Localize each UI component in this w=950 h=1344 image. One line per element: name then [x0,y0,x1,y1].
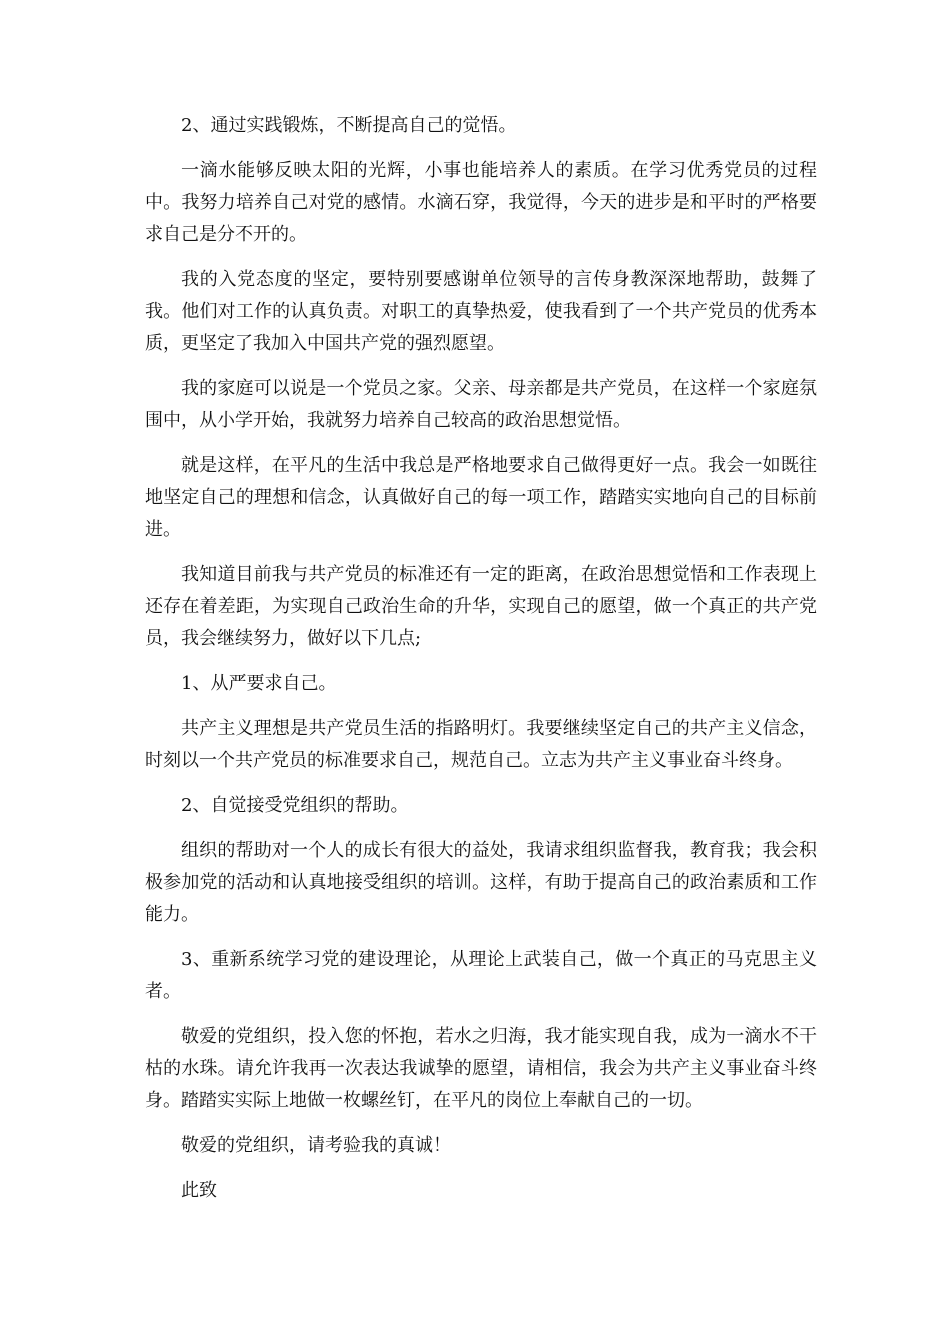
paragraph-practice-heading: 2、通过实践锻炼，不断提高自己的觉悟。 [181,115,517,136]
paragraph-point-1-heading: 1、从严要求自己。 [181,673,337,694]
paragraph-closing: 敬爱的党组织，投入您的怀抱，若水之归海，我才能实现自我，成为一滴水不干枯的水珠。请允许我再一次表达我诚挚的愿望，请相信，我会为共产主义事业奋斗终身。踏踏实实际上地做一枚螺丝钉，在平凡的岗位上奉献自己的一切。 [145,1026,817,1111]
paragraph-point-1-body: 共产主义理想是共产党员生活的指路明灯。我要继续坚定自己的共产主义信念，时刻以一个共产党员的标准要求自己，规范自己。立志为共产主义事业奋斗终身。 [145,718,817,771]
paragraph-daily-life: 就是这样，在平凡的生活中我总是严格地要求自己做得更好一点。我会一如既往地坚定自己的理想和信念，认真做好自己的每一项工作，踏踏实实地向自己的目标前进。 [145,455,817,540]
paragraph-water-drop: 一滴水能够反映太阳的光辉，小事也能培养人的素质。在学习优秀党员的过程中。我努力培养自己对党的感情。水滴石穿，我觉得，今天的进步是和平时的严格要求自己是分不开的。 [145,160,817,245]
paragraph-point-3: 3、重新系统学习党的建设理论，从理论上武装自己，做一个真正的马克思主义者。 [145,949,817,1002]
paragraph-appeal: 敬爱的党组织，请考验我的真诚！ [181,1135,451,1156]
document-body [145,110,817,1220]
paragraph-salutation: 此致 [181,1180,217,1201]
paragraph-leadership: 我的入党态度的坚定，要特别要感谢单位领导的言传身教深深地帮助，鼓舞了我。他们对工作的认真负责。对职工的真挚热爱，使我看到了一个共产党员的优秀本质，更坚定了我加入中国共产党的强烈愿望。 [145,269,817,354]
paragraph-point-2-heading: 2、自觉接受党组织的帮助。 [181,795,409,816]
paragraph-family: 我的家庭可以说是一个党员之家。父亲、母亲都是共产党员，在这样一个家庭氛围中，从小学开始，我就努力培养自己较高的政治思想觉悟。 [145,378,817,431]
paragraph-gap: 我知道目前我与共产党员的标准还有一定的距离，在政治思想觉悟和工作表现上还存在着差距，为实现自己政治生命的升华，实现自己的愿望，做一个真正的共产党员，我会继续努力，做好以下几点; [145,564,817,649]
paragraph-point-2-body: 组织的帮助对一个人的成长有很大的益处，我请求组织监督我，教育我；我会积极参加党的活动和认真地接受组织的培训。这样，有助于提高自己的政治素质和工作能力。 [145,840,817,925]
